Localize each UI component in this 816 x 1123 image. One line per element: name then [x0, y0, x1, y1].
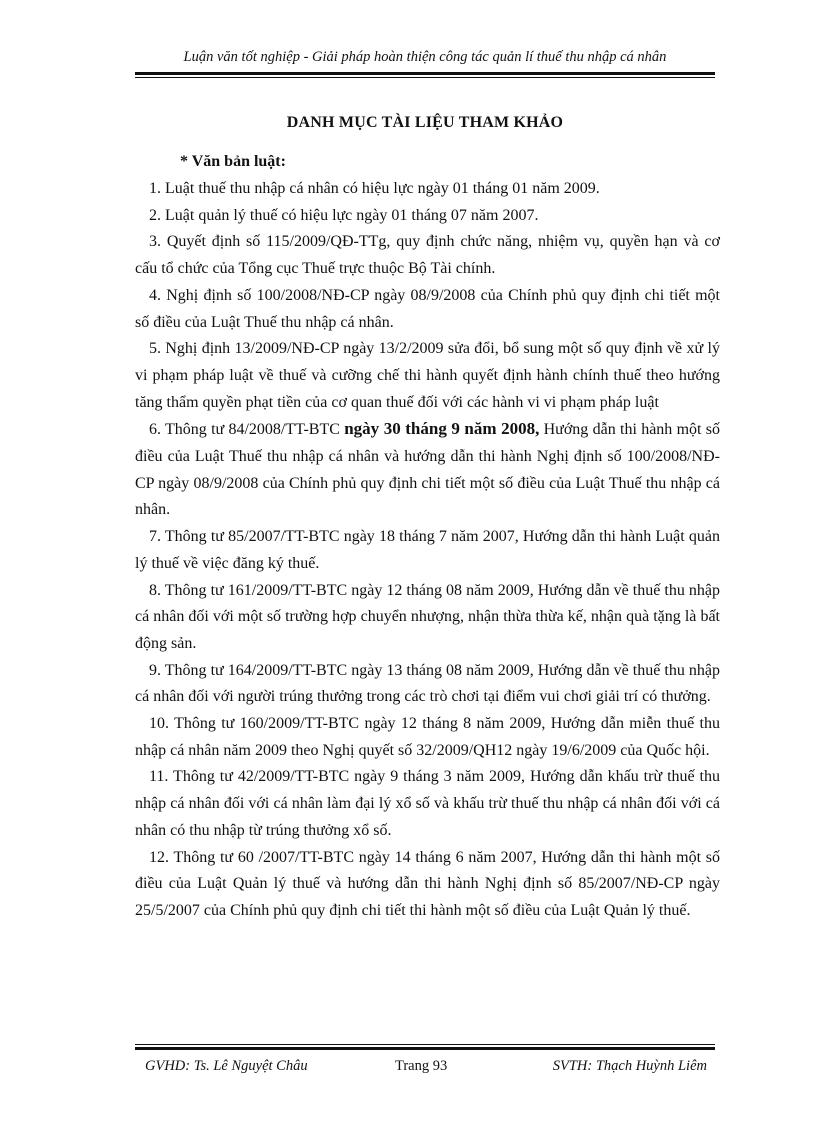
reference-item: 5. Nghị định 13/2009/NĐ-CP ngày 13/2/2009 sửa đổi, bổ sung một số quy định về xử lý vi phạm pháp luật về thuế và cưỡng chế thi hành quyết định hành chính thuế theo hướng tăng thẩm quyền phạt tiền của cơ quan thuế đối với các hành vi vi phạm pháp luật [135, 340, 720, 411]
page-number: Trang 93 [395, 1058, 448, 1074]
reference-date-emphasis: ngày 30 tháng 9 năm 2008, [344, 419, 540, 439]
reference-item: 10. Thông tư 160/2009/TT-BTC ngày 12 tháng 8 năm 2009, Hướng dẫn miễn thuế thu nhập cá nhân năm 2009 theo Nghị quyết số 32/2009/QH12 ngày 19/6/2009 của Quốc hội. [135, 715, 720, 759]
header-rule [135, 72, 715, 75]
page-footer [135, 1058, 715, 1078]
reference-item: 8. Thông tư 161/2009/TT-BTC ngày 12 tháng 08 năm 2009, Hướng dẫn về thuế thu nhập cá nhân đối với một số trường hợp chuyển nhượng, nhận thừa thừa kế, nhận quà tặng là bất động sản. [135, 581, 720, 652]
reference-text: Hướng dẫn thi hành một số điều của Luật Thuế thu nhập cá nhân và hướng dẫn thi hành Nghị định số 100/2008/NĐ-CP ngày 08/9/2008 của Chính phủ quy định chi tiết một số điều của Luật Thuế thu nhập cá nhân. [135, 421, 721, 519]
running-header: Luận văn tốt nghiệp - Giải pháp hoàn thiện công tác quản lí thuế thu nhập cá nhân [183, 49, 667, 65]
reference-text: 6. Thông tư 84/2008/TT-BTC [149, 421, 345, 439]
footer-student: SVTH: Thạch Huỳnh Liêm [552, 1058, 707, 1074]
reference-item: 4. Nghị định số 100/2008/NĐ-CP ngày 08/9/2008 của Chính phủ quy định chi tiết một số điều của Luật Thuế thu nhập cá nhân. [135, 286, 720, 331]
section-heading: * Văn bản luật: [180, 153, 286, 170]
reference-item: 12. Thông tư 60 /2007/TT-BTC ngày 14 tháng 6 năm 2007, Hướng dẫn thi hành một số điều của Luật Quản lý thuế và hướng dẫn thi hành Nghị định số 85/2007/NĐ-CP ngày 25/5/2007 của Chính phủ quy định chi tiết thi hành một số điều của Luật Quản lý thuế. [135, 848, 720, 919]
reference-item: 7. Thông tư 85/2007/TT-BTC ngày 18 tháng 7 năm 2007, Hướng dẫn thi hành Luật quản lý thuế về việc đăng ký thuế. [135, 528, 720, 572]
footer-rule [135, 1047, 715, 1050]
page-title: DANH MỤC TÀI LIỆU THAM KHẢO [286, 114, 564, 131]
footer-advisor: GVHD: Ts. Lê Nguyệt Châu [145, 1058, 308, 1074]
footer-rule-thin [135, 1044, 715, 1045]
header-rule-thin [135, 77, 715, 78]
reference-item: 2. Luật quản lý thuế có hiệu lực ngày 01 tháng 07 năm 2007. [149, 206, 539, 224]
reference-item: 9. Thông tư 164/2009/TT-BTC ngày 13 tháng 08 năm 2009, Hướng dẫn về thuế thu nhập cá nhân đối với người trúng thưởng trong các trò chơi tại điểm vui chơi giải trí có thưởng. [135, 661, 720, 706]
reference-item: 3. Quyết định số 115/2009/QĐ-TTg, quy định chức năng, nhiệm vụ, quyền hạn và cơ cấu tổ chức của Tổng cục Thuế trực thuộc Bộ Tài chính. [135, 233, 720, 278]
reference-item: 11. Thông tư 42/2009/TT-BTC ngày 9 tháng 3 năm 2009, Hướng dẫn khấu trừ thuế thu nhập cá nhân đối với cá nhân làm đại lý xổ số và khấu trừ thuế thu nhập cá nhân đối với cá nhân có thu nhập từ trúng thưởng xổ số. [135, 768, 720, 839]
reference-item: 1. Luật thuế thu nhập cá nhân có hiệu lực ngày 01 tháng 01 năm 2009. [149, 180, 600, 197]
reference-item [135, 416, 720, 524]
reference-list [135, 176, 720, 925]
